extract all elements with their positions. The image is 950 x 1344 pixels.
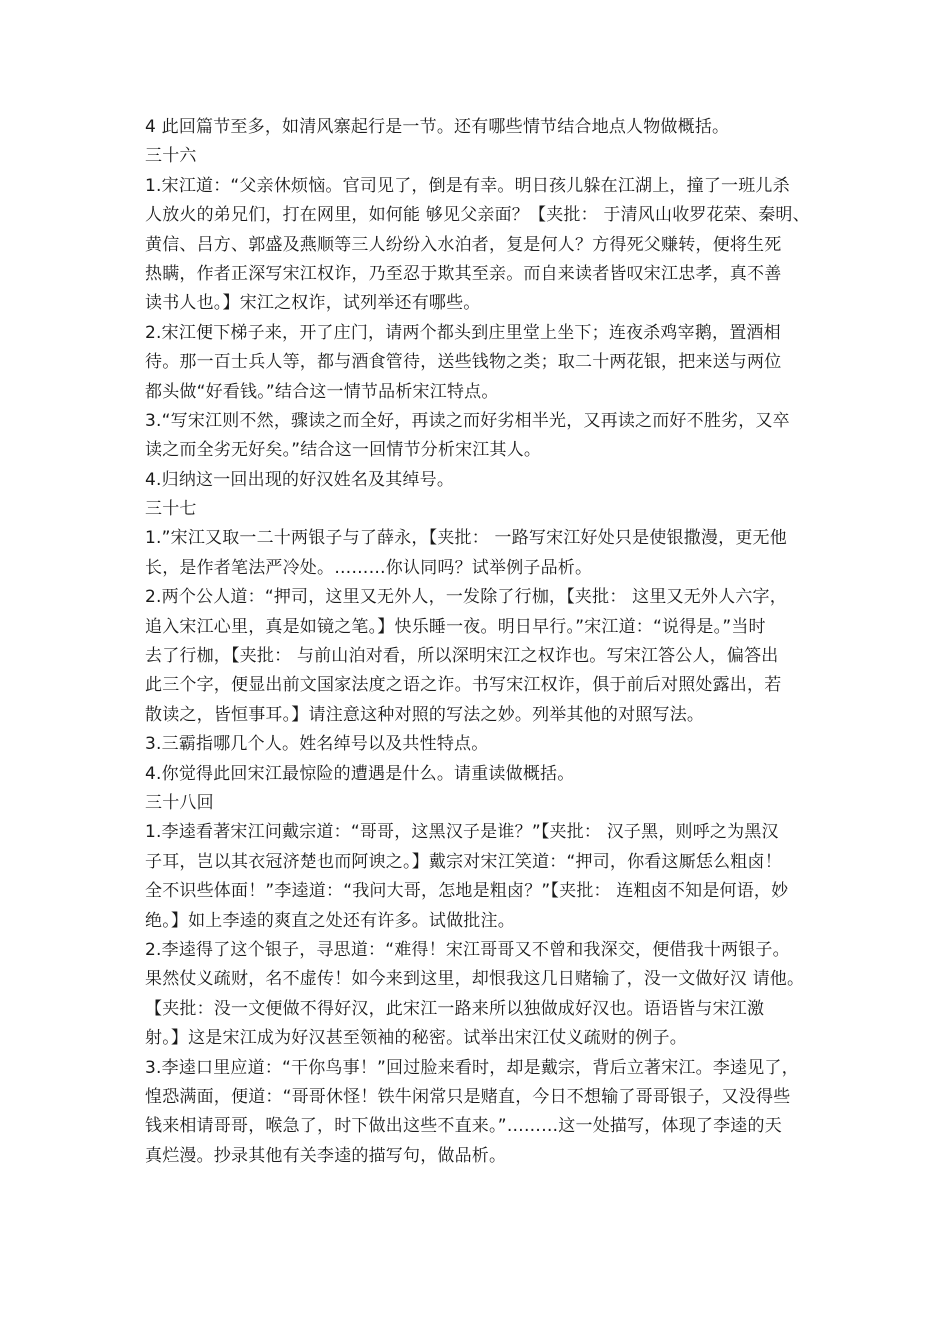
text-line: 热瞒，作者正深写宋江权诈，乃至忍于欺其至亲。而自来读者皆叹宋江忠孝，真不善 — [145, 263, 782, 284]
text-line: 钱来相请哥哥，喉急了，时下做出这些不直来。”………这一处描写，体现了李逵的天 — [145, 1116, 782, 1137]
document-body — [145, 113, 810, 1171]
text-line: 4.你觉得此回宋江最惊险的遭遇是什么。请重读做概括。 — [145, 763, 575, 784]
text-line: 1.李逵看著宋江问戴宗道：“哥哥，这黑汉子是谁？”【夹批： 汉子黑，则呼之为黑汉 — [145, 822, 779, 843]
text-line: 子耳，岂以其衣冠济楚也而阿谀之。】戴宗对宋江笑道：“押司，你看这厮恁么粗卤！ — [145, 851, 782, 872]
text-line: 读书人也。】宋江之权诈，试列举还有哪些。 — [145, 293, 481, 314]
text-line: 长，是作者笔法严冷处。………你认同吗？试举例子品析。 — [145, 557, 593, 578]
text-line: 4.归纳这一回出现的好汉姓名及其绰号。 — [145, 469, 455, 490]
text-line: 惶恐满面，便道：“哥哥休怪！铁牛闲常只是赌直，今日不想输了哥哥银子，又没得些 — [145, 1086, 791, 1107]
text-line: 绝。】如上李逵的爽直之处还有许多。试做批注。 — [145, 910, 515, 931]
text-line: 去了行枷，【夹批： 与前山泊对看，所以深明宋江之权诈也。写宋江答公人，偏答出 — [145, 646, 779, 667]
text-line: 3.三霸指哪几个人。姓名绰号以及共性特点。 — [145, 734, 489, 755]
text-line: 3.李逵口里应道：“干你鸟事！”回过脸来看时，却是戴宗，背后立著宋江。李逵见了， — [145, 1057, 799, 1078]
text-line: 散读之，皆恒事耳。】请注意这种对照的写法之妙。列举其他的对照写法。 — [145, 704, 705, 725]
section-heading: 三十六 — [145, 146, 197, 167]
text-line: 人放火的弟兄们，打在网里，如何能 够见父亲面？【夹批： 于清风山收罗花荣、秦明、 — [145, 205, 810, 226]
text-line: 【夹批：没一文便做不得好汉，此宋江一路来所以独做成好汉也。语语皆与宋江激 — [145, 998, 765, 1019]
text-line: 真烂漫。抄录其他有关李逵的描写句，做品析。 — [145, 1145, 507, 1166]
section-heading: 三十八回 — [145, 792, 214, 813]
text-line: 2.两个公人道：“押司，这里又无外人，一发除了行枷，【夹批： 这里又无外人六字， — [145, 587, 787, 608]
text-line: 1.”宋江又取一二十两银子与了薛永，【夹批： 一路写宋江好处只是使银撒漫，更无他 — [145, 528, 787, 549]
text-line: 2.宋江便下梯子来，开了庄门，请两个都头到庄里堂上坐下；连夜杀鸡宰鹅，置酒相 — [145, 322, 781, 343]
text-line: 2.李逵得了这个银子，寻思道：“难得！宋江哥哥又不曾和我深交，便借我十两银子。 — [145, 939, 790, 960]
text-line: 3.“写宋江则不然，骤读之而全好，再读之而好劣相半光，又再读之而好不胜劣，又卒 — [145, 410, 790, 431]
text-line: 此三个字，便显出前文国家法度之语之诈。书写宋江权诈，俱于前后对照处露出，若 — [145, 675, 782, 696]
text-line: 黄信、吕方、郭盛及燕顺等三人纷纷入水泊者，复是何人？方得死父赚转，便将生死 — [145, 234, 782, 255]
text-line: 4 此回篇节至多，如清风寨起行是一节。还有哪些情节结合地点人物做概括。 — [145, 117, 730, 137]
text-line: 追入宋江心里，真是如镜之笔。】快乐睡一夜。明日早行。”宋江道：“说得是。”当时 — [145, 616, 766, 637]
text-line: 都头做“好看钱。”结合这一情节品析宋江特点。 — [145, 381, 499, 402]
text-line: 射。】这是宋江成为好汉甚至领袖的秘密。试举出宋江仗义疏财的例子。 — [145, 1028, 687, 1049]
text-line: 果然仗义疏财，名不虚传！如今来到这里，却恨我这几日赌输了，没一文做好汉 请他。 — [145, 969, 805, 990]
text-line: 全不识些体面！”李逵道：“我问大哥，怎地是粗卤？”【夹批： 连粗卤不知是何语，妙 — [145, 881, 789, 902]
section-heading: 三十七 — [145, 499, 197, 520]
text-line: 1.宋江道：“父亲休烦恼。官司见了，倒是有幸。明日孩儿躲在江湖上，撞了一班儿杀 — [145, 175, 790, 196]
text-line: 待。那一百士兵人等，都与酒食管待，送些钱物之类；取二十两花银，把来送与两位 — [145, 352, 782, 373]
text-line: 读之而全劣无好矣。”结合这一回情节分析宋江其人。 — [145, 440, 542, 461]
